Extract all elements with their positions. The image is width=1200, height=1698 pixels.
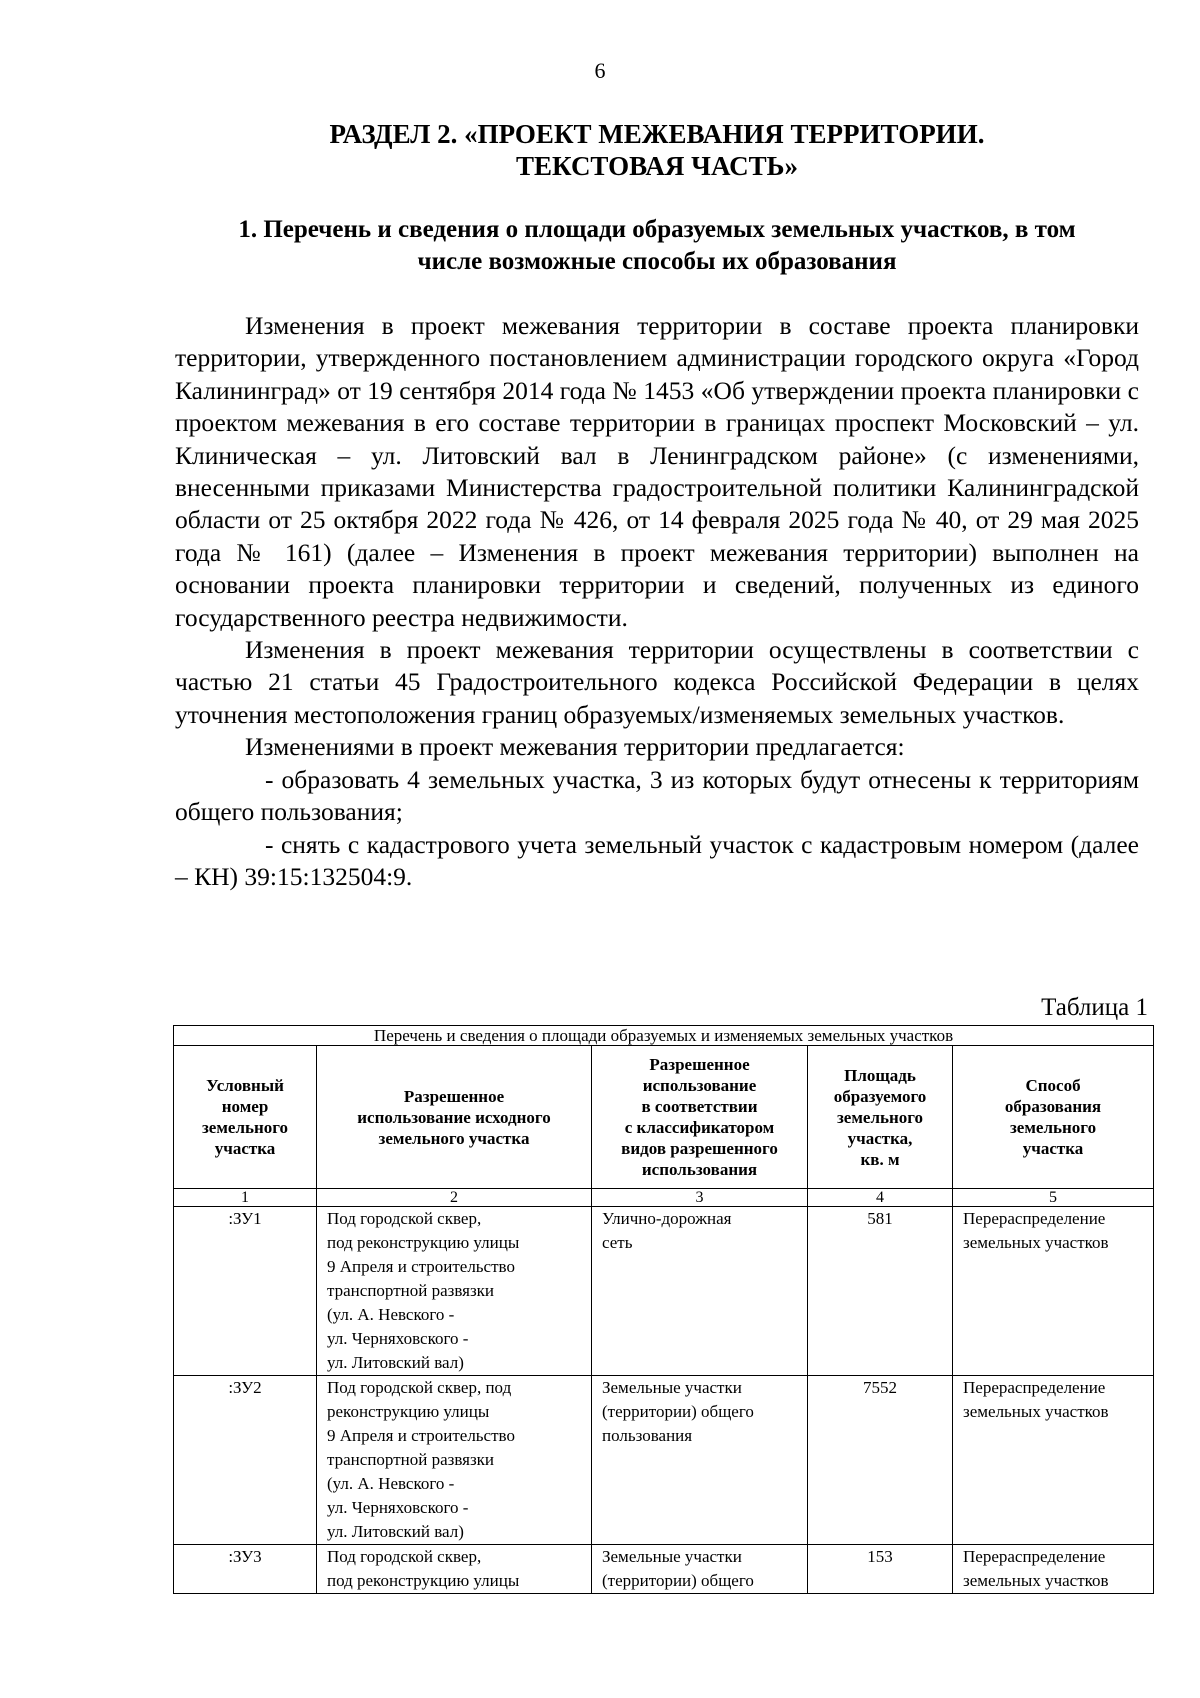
- source-use: Под городской сквер, под реконструкцию улицы 9 Апреля и строительство транспортной развязки (ул. А. Невского - ул. Черняховского - ул. Литовский вал): [317, 1376, 592, 1545]
- column-number-row: [174, 1189, 1154, 1207]
- section-title-line: РАЗДЕЛ 2. «ПРОЕКТ МЕЖЕВАНИЯ ТЕРРИТОРИИ.: [329, 119, 985, 149]
- paragraph: Изменения в проект межевания территории осуществлены в соответствии с частью 21 статьи 45 Градостроительного кодекса Российской Федерации в целях уточнения местоположения границ образуемых/изменяемых земельных участков.: [175, 635, 1139, 729]
- source-use: Под городской сквер, под реконструкцию улицы 9 Апреля и строительство транспортной развязки (ул. А. Невского - ул. Черняховского - ул. Литовский вал): [317, 1207, 592, 1376]
- column-number: 4: [808, 1189, 953, 1207]
- column-header: Разрешенное использование в соответствии с классификатором видов разрешенного использования: [592, 1046, 808, 1189]
- page-number: 6: [594, 58, 606, 83]
- plot-area: 153: [808, 1545, 953, 1594]
- plot-area: 581: [808, 1207, 953, 1376]
- list-item: - образовать 4 земельных участка, 3 из которых будут отнесены к территориям общего пользования;: [175, 764, 1139, 827]
- section-title-line: ТЕКСТОВАЯ ЧАСТЬ»: [516, 151, 798, 181]
- table-label: Таблица 1: [1041, 994, 1148, 1021]
- classified-use: Земельные участки (территории) общего пользования: [592, 1376, 808, 1545]
- column-number: 1: [174, 1189, 317, 1207]
- formation-method: Перераспределение земельных участков: [953, 1207, 1154, 1376]
- plot-area: 7552: [808, 1376, 953, 1545]
- plot-id: :ЗУ1: [174, 1207, 317, 1376]
- subsection-title-line: 1. Перечень и сведения о площади образуемых земельных участков, в том: [238, 216, 1076, 243]
- formation-method: Перераспределение земельных участков: [953, 1376, 1154, 1545]
- land-plots-table: [173, 1025, 1154, 1594]
- paragraph: Изменениями в проект межевания территории предлагается:: [245, 732, 905, 762]
- subsection-title-line: числе возможные способы их образования: [417, 248, 897, 275]
- table-row: [174, 1545, 1154, 1594]
- subsection-title: [175, 214, 1139, 278]
- column-number: 3: [592, 1189, 808, 1207]
- column-header: Способ образования земельного участка: [953, 1046, 1154, 1189]
- table-header-row: [174, 1046, 1154, 1189]
- column-header: Разрешенное использование исходного земельного участка: [317, 1046, 592, 1189]
- body-text: [175, 310, 1139, 893]
- table-row: [174, 1376, 1154, 1545]
- plot-id: :ЗУ2: [174, 1376, 317, 1545]
- list-item: - снять с кадастрового учета земельный участок с кадастровым номером (далее – КН) 39:15:132504:9.: [175, 829, 1139, 891]
- classified-use: Земельные участки (территории) общего: [592, 1545, 808, 1594]
- paragraph: Изменения в проект межевания территории в составе проекта планировки территории, утвержденного постановлением администрации городского округа «Город Калининград» от 19 сентября 2014 года № 1453 «Об утверждении проекта планировки с проектом межевания в его составе территории в границах проспект Московский – ул. Клиническая – ул. Литовский вал в Ленинградском районе» (с изменениями, внесенными приказами Министерства градостроительной политики Калининградской области от 25 октября 2022 года № 426, от 14 февраля 2025 года № 40, от 29 мая 2025 года № 161) (далее – Изменения в проект межевания территории) выполнен на основании проекта планировки территории и сведений, полученных из единого государственного реестра недвижимости.: [175, 311, 1139, 632]
- table-caption: Перечень и сведения о площади образуемых и изменяемых земельных участков: [174, 1026, 1154, 1046]
- column-number: 2: [317, 1189, 592, 1207]
- classified-use: Улично-дорожная сеть: [592, 1207, 808, 1376]
- plot-id: :ЗУ3: [174, 1545, 317, 1594]
- table-row: [174, 1207, 1154, 1376]
- section-title: [175, 118, 1139, 182]
- column-header: Площадь образуемого земельного участка, кв. м: [808, 1046, 953, 1189]
- formation-method: Перераспределение земельных участков: [953, 1545, 1154, 1594]
- column-header: Условный номер земельного участка: [174, 1046, 317, 1189]
- source-use: Под городской сквер, под реконструкцию улицы: [317, 1545, 592, 1594]
- column-number: 5: [953, 1189, 1154, 1207]
